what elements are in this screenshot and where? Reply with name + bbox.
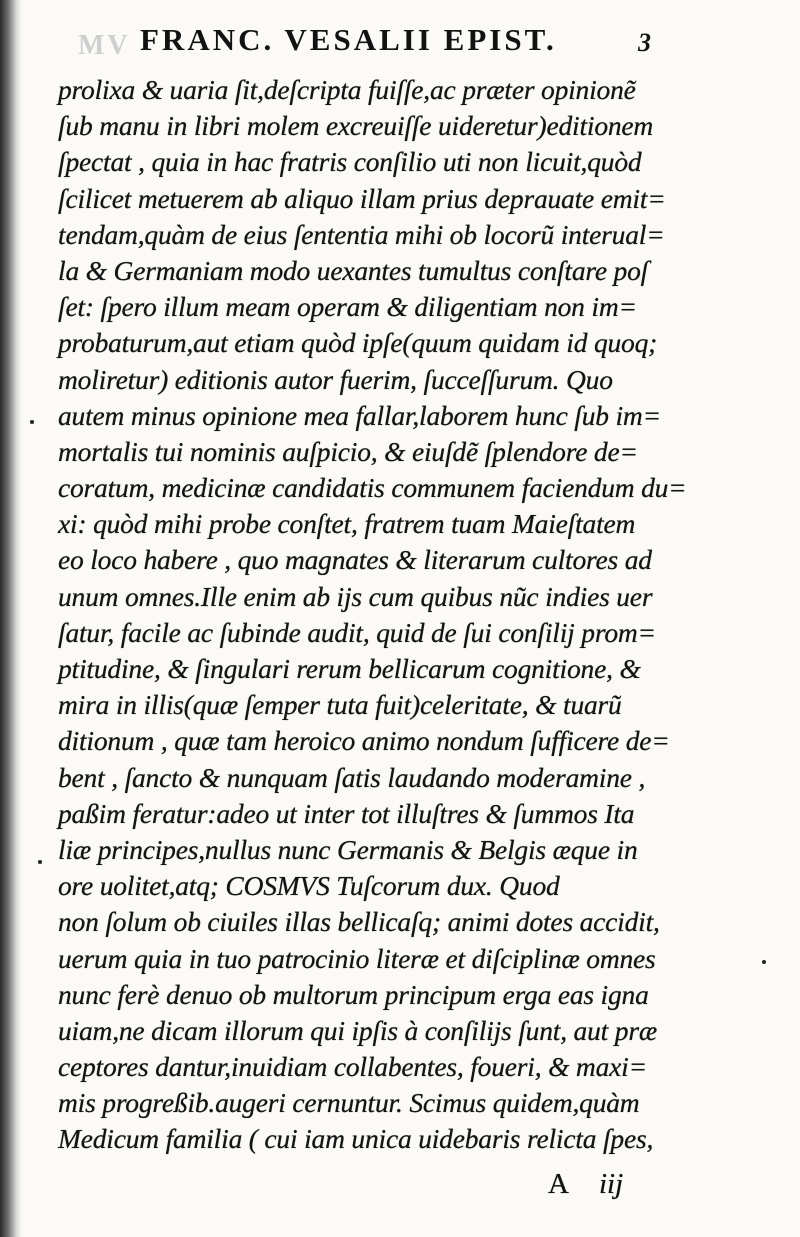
text-line: paßim feratur:adeo ut inter tot illuſtres & ſummos Ita bbox=[58, 797, 635, 829]
text-line: mis progreßib.augeri cernuntur. Scimus quidem,quàm bbox=[58, 1087, 640, 1119]
text-line: uiam,ne dicam illorum qui ipſis à conſilijs ſunt, aut præ bbox=[58, 1014, 657, 1046]
text-line: ſet: ſpero illum meam operam & diligentiam non im= bbox=[58, 291, 637, 323]
binding-gutter-shadow bbox=[0, 0, 22, 1237]
text-line: ore uolitet,atq; COSMVS Tuſcorum dux. Quod bbox=[58, 870, 560, 902]
margin-spot bbox=[38, 860, 42, 864]
text-line: ceptores dantur,inuidiam collabentes, foueri, & maxi= bbox=[58, 1051, 647, 1083]
signature-mark bbox=[548, 1168, 623, 1201]
text-line: ditionum , quæ tam heroico animo nondum ſufficere de= bbox=[58, 725, 670, 757]
text-line: ſub manu in libri molem excreuiſſe uideretur)editionem bbox=[58, 110, 654, 142]
text-line: Medicum familia ( cui iam unica uidebaris relicta ſpes, bbox=[58, 1123, 654, 1155]
text-line: coratum, medicinæ candidatis communem faciendum du= bbox=[58, 472, 687, 504]
text-line: probaturum,aut etiam quòd ipſe(quum quidam id quoq; bbox=[58, 327, 658, 359]
text-line: xi: quòd mihi probe conſtet, fratrem tuam Maieſtatem bbox=[58, 508, 636, 540]
margin-spot bbox=[30, 420, 34, 424]
text-line: liæ principes,nullus nunc Germanis & Belgis æque in bbox=[58, 833, 638, 865]
text-line: autem minus opinione mea fallar,laborem hunc ſub im= bbox=[58, 399, 661, 431]
running-head: FRANC. VESALII EPIST. bbox=[140, 22, 557, 57]
text-line: uerum quia in tuo patrocinio literæ et diſciplinæ omnes bbox=[58, 942, 656, 974]
text-line: unum omnes.Ille enim ab ijs cum quibus nũc indies uer bbox=[58, 580, 653, 612]
text-line: mira in illis(quæ ſemper tuta fuit)celeritate, & tuarũ bbox=[58, 689, 622, 721]
text-line: ſcilicet metuerem ab aliquo illam prius deprauate emit= bbox=[58, 182, 666, 214]
text-line: nunc ferè denuo ob multorum principum erga eas igna bbox=[58, 978, 649, 1010]
text-line: ptitudine, & ſingulari rerum bellicarum cognitione, & bbox=[58, 653, 641, 684]
text-line: ſpectat , quia in hac fratris conſilio uti non licuit,quòd bbox=[58, 146, 642, 178]
margin-spot bbox=[762, 960, 766, 964]
text-line: bent , ſancto & nunquam ſatis laudando moderamine , bbox=[58, 761, 646, 793]
text-line: prolixa & uaria ſit,deſcripta fuiſſe,ac præter opinionẽ bbox=[58, 74, 636, 105]
signature-letter: A bbox=[548, 1168, 569, 1200]
body-text bbox=[58, 72, 708, 1158]
text-line: moliretur) editionis autor fuerim, ſucceſſurum. Quo bbox=[58, 363, 613, 395]
text-line: tendam,quàm de eius ſententia mihi ob locorũ interual= bbox=[58, 218, 665, 250]
text-line: eo loco habere , quo magnates & literarum cultores ad bbox=[58, 544, 652, 576]
text-line: mortalis tui nominis auſpicio, & eiuſdẽ ſplendore de= bbox=[58, 435, 638, 467]
signature-numeral: iij bbox=[598, 1168, 624, 1200]
text-line: non ſolum ob ciuiles illas bellicaſq; animi dotes accidit, bbox=[58, 906, 660, 938]
text-line: ſatur, facile ac ſubinde audit, quid de ſui conſilij prom= bbox=[58, 616, 656, 648]
page-number: 3 bbox=[638, 28, 651, 57]
text-line: la & Germaniam modo uexantes tumultus conſtare poſ bbox=[58, 254, 649, 286]
show-through-text: MV bbox=[78, 30, 131, 61]
